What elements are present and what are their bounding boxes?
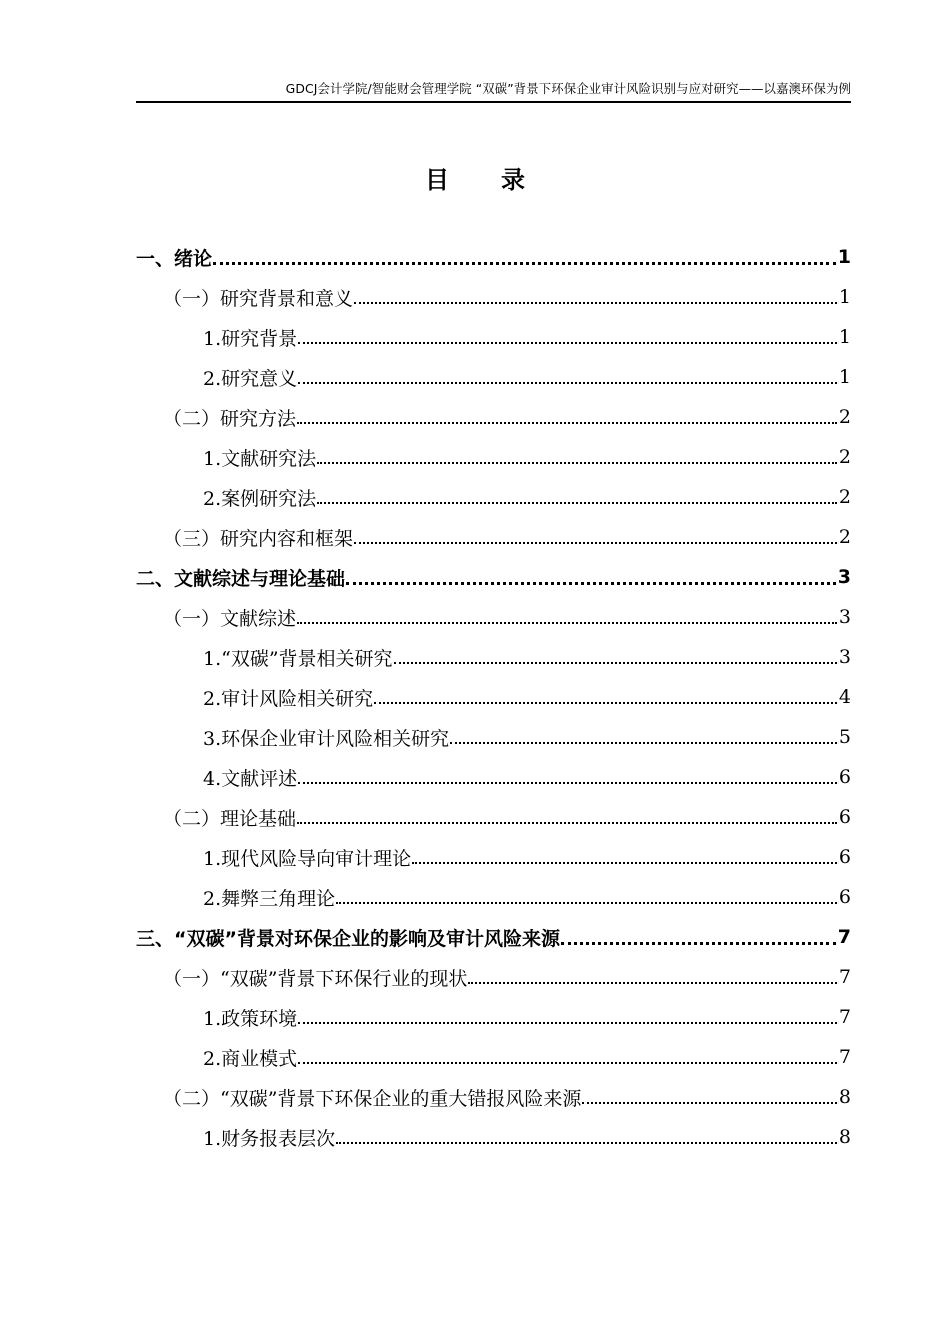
- toc-entry[interactable]: [0, 797, 950, 837]
- toc-entry-title: （一）文献综述: [163, 607, 297, 630]
- toc-entry[interactable]: [0, 557, 950, 597]
- toc-page-number: 8: [838, 1086, 851, 1108]
- toc-entry[interactable]: [0, 677, 950, 717]
- toc-dot-leader: [317, 446, 837, 468]
- toc-entry[interactable]: [0, 717, 950, 757]
- toc-page-number: 6: [838, 806, 851, 828]
- toc-page-number: 8: [838, 1126, 851, 1148]
- toc-dot-leader: [336, 1126, 837, 1148]
- toc-entry[interactable]: [0, 1077, 950, 1117]
- toc-dot-leader: [298, 1046, 837, 1068]
- toc-dot-leader: [298, 766, 837, 788]
- toc-entry[interactable]: [0, 237, 950, 277]
- toc-page-number: 1: [838, 326, 851, 348]
- toc-entry-title: 1.政策环境: [203, 1007, 298, 1030]
- toc-entry[interactable]: [0, 637, 950, 677]
- toc-dot-leader: [298, 1006, 837, 1028]
- toc-page-number: 6: [838, 886, 851, 908]
- toc-dot-leader: [468, 966, 836, 988]
- toc-entry-title: 1.现代风险导向审计理论: [203, 847, 412, 870]
- toc-entry-title: 1.研究背景: [203, 327, 298, 350]
- toc-dot-leader: [346, 566, 836, 588]
- toc-page-number: 1: [837, 246, 851, 268]
- toc-entry[interactable]: [0, 997, 950, 1037]
- toc-entry[interactable]: [0, 877, 950, 917]
- toc-entry[interactable]: [0, 397, 950, 437]
- toc-page-number: 2: [838, 406, 851, 428]
- toc-page-number: 7: [838, 1006, 851, 1028]
- toc-page-number: 3: [837, 566, 851, 588]
- page-header: [136, 76, 851, 103]
- toc-entry-title: 2.审计风险相关研究: [203, 687, 374, 710]
- toc-dot-leader: [412, 846, 837, 868]
- toc-entry-title: 三、“双碳”背景对环保企业的影响及审计风险来源: [136, 927, 560, 950]
- header-text: GDCJ会计学院/智能财会管理学院 “双碳”背景下环保企业审计风险识别与应对研究——以嘉澳环保为例: [285, 81, 851, 96]
- toc-dot-leader: [298, 326, 837, 348]
- toc-entry-title: 2.商业模式: [203, 1047, 298, 1070]
- toc-entry-title: （二）“双碳”背景下环保企业的重大错报风险来源: [163, 1087, 582, 1110]
- toc-dot-leader: [374, 686, 837, 708]
- toc-entry[interactable]: [0, 477, 950, 517]
- toc-dot-leader: [582, 1086, 836, 1108]
- toc-page-number: 2: [838, 526, 851, 548]
- toc-dot-leader: [354, 286, 837, 308]
- toc-entry[interactable]: [0, 597, 950, 637]
- toc-dot-leader: [213, 246, 836, 268]
- toc-dot-leader: [298, 366, 837, 388]
- toc-dot-leader: [297, 406, 837, 428]
- toc-entry-title: 2.案例研究法: [203, 487, 317, 510]
- toc-entry-title: 二、文献综述与理论基础: [136, 567, 346, 590]
- toc-entry-title: 2.舞弊三角理论: [203, 887, 336, 910]
- toc-dot-leader: [450, 726, 837, 748]
- table-of-contents: [0, 237, 950, 1157]
- toc-page-number: 5: [838, 726, 851, 748]
- toc-entry[interactable]: [0, 1037, 950, 1077]
- toc-entry-title: 3.环保企业审计风险相关研究: [203, 727, 450, 750]
- toc-entry-title: 4.文献评述: [203, 767, 298, 790]
- toc-entry[interactable]: [0, 277, 950, 317]
- toc-page-number: 3: [838, 606, 851, 628]
- toc-entry-title: （一）“双碳”背景下环保行业的现状: [163, 967, 468, 990]
- toc-page-number: 2: [838, 446, 851, 468]
- toc-entry-title: 1.文献研究法: [203, 447, 317, 470]
- toc-title: 目录: [425, 166, 577, 194]
- toc-dot-leader: [394, 646, 837, 668]
- toc-entry-title: 2.研究意义: [203, 367, 298, 390]
- toc-page-number: 1: [838, 366, 851, 388]
- toc-entry-title: 一、绪论: [136, 247, 213, 270]
- toc-entry-title: 1.“双碳”背景相关研究: [203, 647, 393, 670]
- toc-dot-leader: [354, 526, 837, 548]
- toc-entry[interactable]: [0, 1117, 950, 1157]
- toc-page-number: 6: [838, 766, 851, 788]
- toc-entry[interactable]: [0, 757, 950, 797]
- toc-entry-title: （三）研究内容和框架: [163, 527, 354, 550]
- toc-entry[interactable]: [0, 917, 950, 957]
- toc-dot-leader: [297, 806, 837, 828]
- toc-dot-leader: [336, 886, 837, 908]
- toc-page-number: 7: [838, 966, 851, 988]
- toc-entry[interactable]: [0, 517, 950, 557]
- toc-page-number: 7: [837, 926, 851, 948]
- toc-entry-title: （一）研究背景和意义: [163, 287, 354, 310]
- toc-entry[interactable]: [0, 357, 950, 397]
- toc-entry[interactable]: [0, 957, 950, 997]
- toc-page-number: 7: [838, 1046, 851, 1068]
- toc-entry[interactable]: [0, 837, 950, 877]
- toc-entry-title: 1.财务报表层次: [203, 1127, 336, 1150]
- toc-page-number: 2: [838, 486, 851, 508]
- toc-entry[interactable]: [0, 317, 950, 357]
- toc-entry[interactable]: [0, 437, 950, 477]
- toc-dot-leader: [297, 606, 837, 628]
- toc-page-number: 6: [838, 846, 851, 868]
- toc-page-number: 1: [838, 286, 851, 308]
- toc-entry-title: （二）理论基础: [163, 807, 297, 830]
- toc-dot-leader: [561, 926, 836, 948]
- toc-entry-title: （二）研究方法: [163, 407, 297, 430]
- toc-page-number: 4: [838, 686, 851, 708]
- toc-page-number: 3: [838, 646, 851, 668]
- toc-dot-leader: [317, 486, 837, 508]
